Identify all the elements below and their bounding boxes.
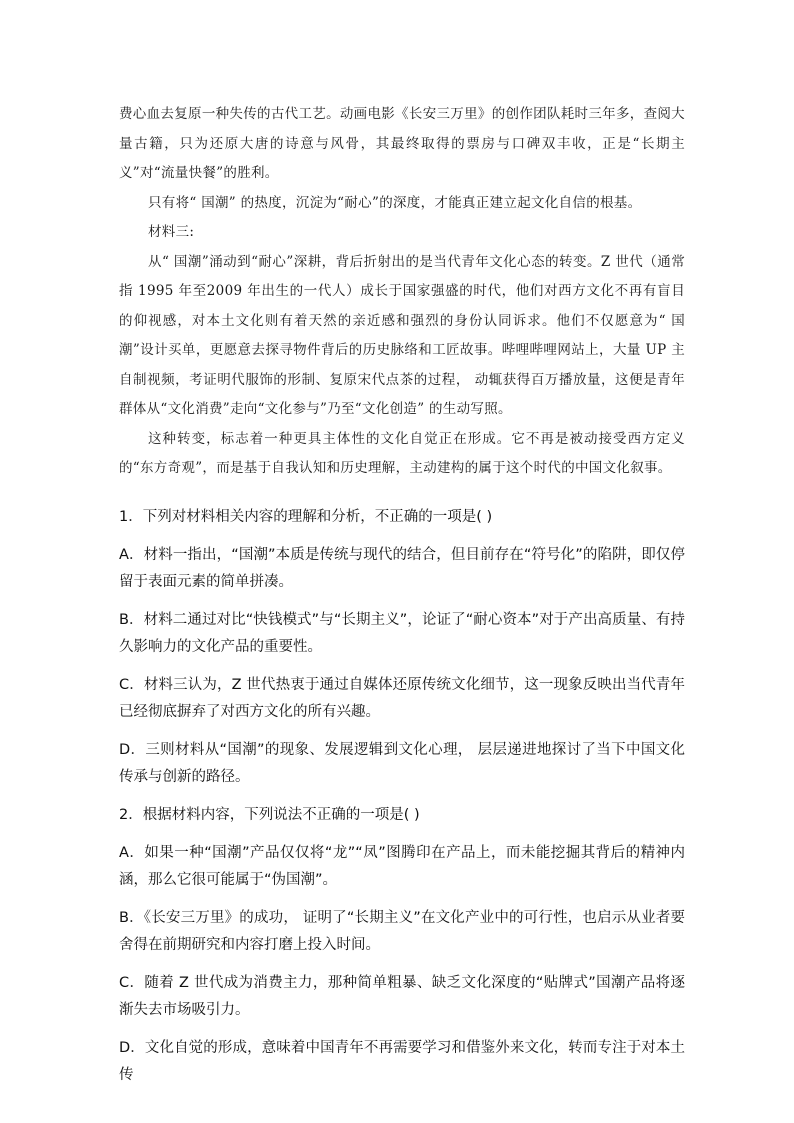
- passage-paragraph-2: 只有将“ 国潮” 的热度，沉淀为“耐心”的深度，才能真正建立起文化自信的根基。: [148, 194, 642, 211]
- material-3-label: 材料三:: [148, 224, 195, 240]
- question-1-option-c: C．材料三认为，Z 世代热衷于通过自媒体还原传统文化细节，这一现象反映出当代青年已经彻底摒弃了对西方文化的所有兴趣。: [119, 677, 685, 720]
- question-2-option-c: C．随着 Z 世代成为消费主力，那种简单粗暴、缺乏文化深度的“贴牌式”国潮产品将逐渐失去市场吸引力。: [119, 975, 685, 1018]
- reading-passage: [119, 100, 685, 484]
- question-1-option-a: A．材料一指出，“国潮”本质是传统与现代的结合，但目前存在“符号化”的陷阱，即仅停留于表面元素的简单拼凑。: [119, 547, 685, 590]
- passage-paragraph-1: 费心血去复原一种失传的古代工艺。动画电影《长安三万里》的创作团队耗时三年多，查阅大量古籍，只为还原大唐的诗意与风骨，其最终取得的票房与口碑双丰收，正是“长期主义”对“流量快餐”的胜利。: [119, 106, 685, 181]
- question-1-stem: 1．下列对材料相关内容的理解和分析，不正确的一项是( ): [119, 509, 493, 525]
- question-2-stem: 2．根据材料内容，下列说法不正确的一项是( ): [119, 807, 420, 823]
- question-section: [119, 504, 685, 1100]
- passage-paragraph-3: 从“ 国潮”涌动到“耐心”深耕，背后折射出的是当代青年文化心态的转变。Z 世代（通常指 1995 年至2009 年出生的一代人）成长于国家强盛的时代，他们对西方文化不再有盲目的仰视感，对本土文化则有着天然的亲近感和强烈的身份认同诉求。他们不仅愿意为“ 国潮”设计买单，更愿意去探寻物件背后的历史脉络和工匠故事。哔哩哔哩网站上，大量 UP 主自制视频，考证明代服饰的形制、复原宋代点茶的过程， 动辄获得百万播放量，这便是青年群体从“文化消费”走向“文化参与”乃至“文化创造” 的生动写照。: [119, 253, 685, 417]
- question-2-option-d: D．文化自觉的形成，意味着中国青年不再需要学习和借鉴外来文化，转而专注于对本土传: [119, 1040, 685, 1083]
- passage-paragraph-4: 这种转变，标志着一种更具主体性的文化自觉正在形成。它不再是被动接受西方定义的“东方奇观”，而是基于自我认知和历史理解，主动建构的属于这个时代的中国文化叙事。: [119, 430, 685, 476]
- question-2: [119, 802, 685, 1089]
- question-1-option-b: B．材料二通过对比“快钱模式”与“长期主义”，论证了“耐心资本”对于产出高质量、有持久影响力的文化产品的重要性。: [119, 612, 685, 655]
- question-1: [119, 504, 685, 791]
- question-2-option-a: A．如果一种“国潮”产品仅仅将“龙”“凤”图腾印在产品上，而未能挖掘其背后的精神内涵，那么它很可能属于“伪国潮”。: [119, 845, 685, 888]
- question-2-option-b: B．《长安三万里》的成功， 证明了“长期主义”在文化产业中的可行性，也启示从业者要舍得在前期研究和内容打磨上投入时间。: [119, 910, 685, 953]
- question-1-option-d: D．三则材料从“国潮”的现象、发展逻辑到文化心理， 层层递进地探讨了当下中国文化传承与创新的路径。: [119, 742, 685, 785]
